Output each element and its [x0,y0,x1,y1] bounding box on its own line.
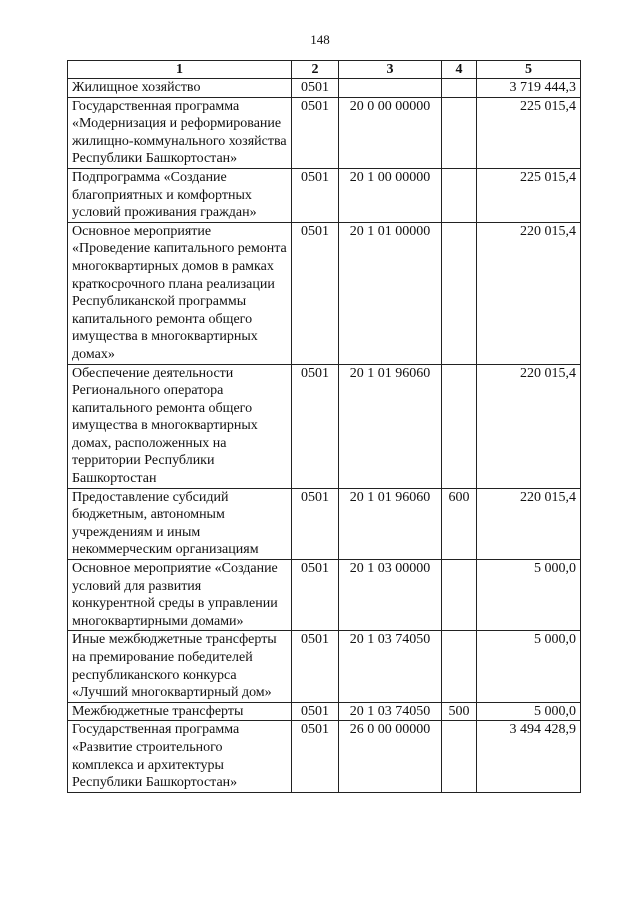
table-row [68,168,581,222]
row-amount: 5 000,0 [477,702,581,721]
table-row [68,222,581,364]
row-target: 20 1 03 00000 [339,560,442,631]
row-section: 0501 [292,79,339,98]
header-col-5: 5 [477,61,581,79]
table-row [68,560,581,631]
row-amount: 220 015,4 [477,488,581,559]
row-amount: 5 000,0 [477,631,581,702]
row-type: 600 [442,488,477,559]
row-target: 20 0 00 00000 [339,97,442,168]
page-number: 148 [310,32,330,47]
header-col-4: 4 [442,61,477,79]
row-section: 0501 [292,168,339,222]
table-row [68,364,581,488]
row-amount: 225 015,4 [477,168,581,222]
row-type [442,97,477,168]
header-col-1: 1 [68,61,292,79]
table-row [68,97,581,168]
row-name: Иные межбюджетные трансферты на премирование победителей республиканского конкурса «Лучший многоквартирный дом» [68,631,292,702]
row-amount: 3 494 428,9 [477,721,581,792]
row-target: 20 1 03 74050 [339,631,442,702]
row-section: 0501 [292,488,339,559]
row-section: 0501 [292,721,339,792]
row-amount: 3 719 444,3 [477,79,581,98]
row-type [442,560,477,631]
row-section: 0501 [292,702,339,721]
row-name: Предоставление субсидий бюджетным, автономным учреждениям и иным некоммерческим организациям [68,488,292,559]
row-section: 0501 [292,97,339,168]
header-col-2: 2 [292,61,339,79]
row-target: 20 1 00 00000 [339,168,442,222]
row-type [442,222,477,364]
row-amount: 225 015,4 [477,97,581,168]
row-name: Обеспечение деятельности Регионального оператора капитального ремонта общего имущества в многоквартирных домах, расположенных на территории Республики Башкортостан [68,364,292,488]
row-section: 0501 [292,364,339,488]
row-name: Государственная программа «Развитие строительного комплекса и архитектуры Республики Башкортостан» [68,721,292,792]
row-amount: 220 015,4 [477,222,581,364]
row-name: Государственная программа «Модернизация и реформирование жилищно-коммунального хозяйства Республики Башкортостан» [68,97,292,168]
row-name: Основное мероприятие «Создание условий для развития конкурентной среды в управлении многоквартирными домами» [68,560,292,631]
table-row [68,488,581,559]
budget-table [67,60,581,793]
row-target: 20 1 01 96060 [339,364,442,488]
row-type: 500 [442,702,477,721]
table-row [68,702,581,721]
row-target [339,79,442,98]
row-section: 0501 [292,222,339,364]
row-type [442,631,477,702]
table-header-row [68,61,581,79]
row-type [442,364,477,488]
row-name: Основное мероприятие «Проведение капитального ремонта многоквартирных домов в рамках краткосрочного плана реализации Республиканской программы капитального ремонта общего имущества в многоквартирных домах» [68,222,292,364]
row-section: 0501 [292,560,339,631]
row-amount: 220 015,4 [477,364,581,488]
row-target: 20 1 01 00000 [339,222,442,364]
row-target: 20 1 01 96060 [339,488,442,559]
row-target: 26 0 00 00000 [339,721,442,792]
row-section: 0501 [292,631,339,702]
row-type [442,721,477,792]
table-row [68,79,581,98]
row-name: Жилищное хозяйство [68,79,292,98]
header-col-3: 3 [339,61,442,79]
row-type [442,79,477,98]
row-target: 20 1 03 74050 [339,702,442,721]
row-name: Межбюджетные трансферты [68,702,292,721]
table-row [68,721,581,792]
row-type [442,168,477,222]
row-name: Подпрограмма «Создание благоприятных и комфортных условий проживания граждан» [68,168,292,222]
row-amount: 5 000,0 [477,560,581,631]
table-row [68,631,581,702]
